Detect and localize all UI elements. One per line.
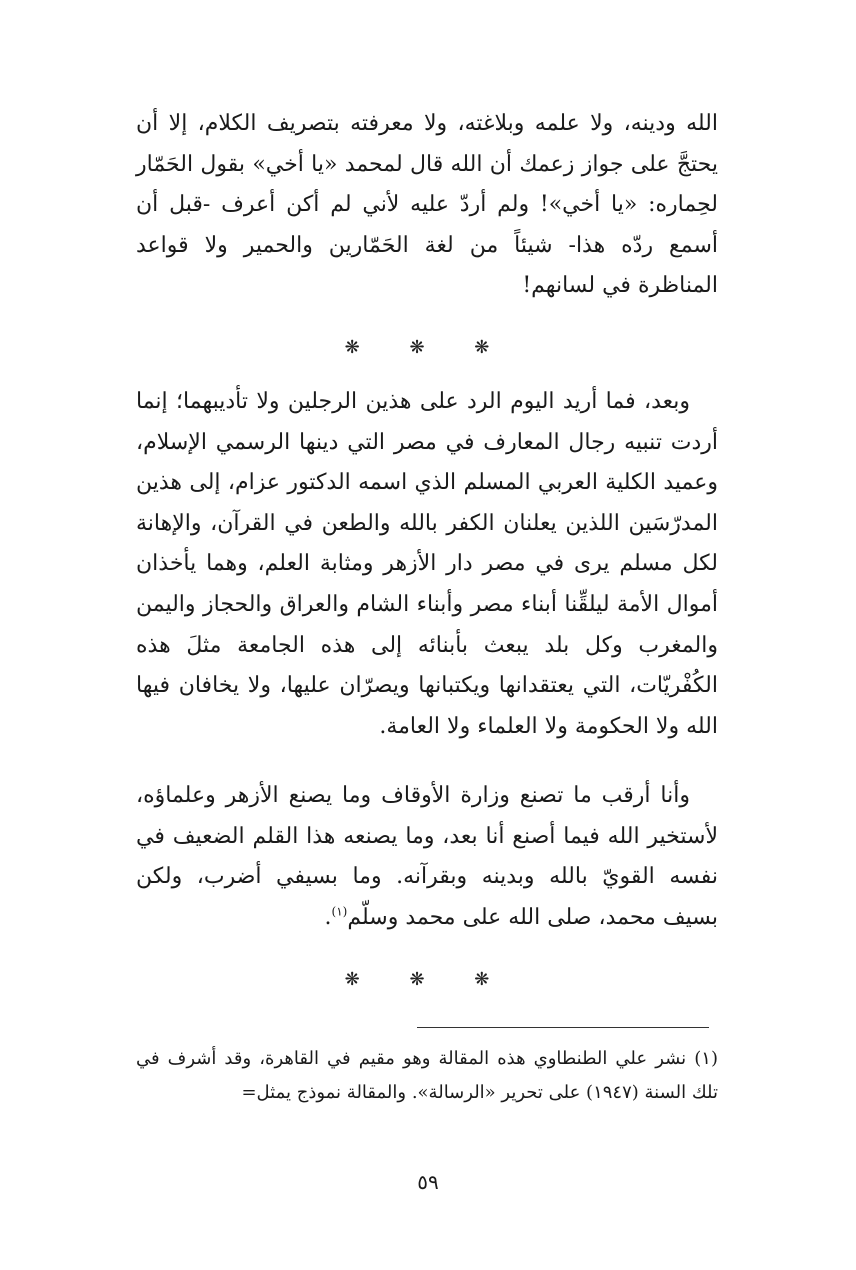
page-number: ٥٩ [417, 1170, 439, 1194]
paragraph-body: وأنا أرقب ما تصنع وزارة الأوقاف وما يصنع الأزهر وعلماؤه، لأستخير الله فيما أصنع أنا بعد، وما يصنعه هذا القلم الضعيف في نفسه القويّ بالله وبدينه وبقرآنه. وما بسيفي أضرب، ولكن بسيف محمد، صلى الله على محمد وسلّم [136, 783, 718, 930]
paragraph-text: الله ودينه، ولا علمه وبلاغته، ولا معرفته بتصريف الكلام، إلا أن يحتجَّ على جواز زعمك أن الله قال لمحمد «يا أخي» بقول الحَمّار لحِماره: «يا أخي»! ولم أردّ عليه لأني لم أكن أعرف -قبل أن أسمع ردّه هذا- شيئاً من لغة الحَمّارين والحمير ولا قواعد المناظرة في لسانهم! [136, 111, 718, 299]
paragraph [136, 382, 718, 762]
section-separator: ❋ ❋ ❋ [344, 969, 512, 990]
section-separator: ❋ ❋ ❋ [344, 337, 512, 358]
paragraph-text [136, 776, 718, 938]
footnote-reference[interactable]: (١) [331, 904, 348, 919]
footnote-text: (١) نشر علي الطنطاوي هذه المقالة وهو مقيم في القاهرة، وقد أشرف في تلك السنة (١٩٤٧) على تحرير «الرسالة». والمقالة نموذج يمثل= [136, 1048, 718, 1103]
paragraph-text: وبعد، فما أريد اليوم الرد على هذين الرجلين ولا تأديبهما؛ إنما أردت تنبيه رجال المعارف في مصر التي دينها الرسمي الإسلام، وعميد الكلية العربي المسلم الذي اسمه الدكتور عزام، إلى هذين المدرّسَين اللذين يعلنان الكفر بالله والطعن في القرآن، والإهانة لكل مسلم يرى في مصر دار الأزهر ومثابة العلم، وهما يأخذان أموال الأمة ليلقِّنا أبناء مصر وأبناء الشام والعراق والحجاز واليمن والمغرب وكل بلد يبعث بأبنائه إلى هذه الجامعة مثلَ هذه الكُفْريّات، التي يعتقدانها ويكتبانها ويصرّان عليها، ولا يخافان فيها الله ولا الحكومة ولا العلماء ولا العامة. [136, 389, 718, 739]
paragraph [136, 776, 718, 956]
footnote [136, 1042, 718, 1110]
paragraph-continuation [136, 104, 718, 314]
paragraph-end: . [324, 904, 332, 930]
footnote-divider [417, 1027, 709, 1028]
